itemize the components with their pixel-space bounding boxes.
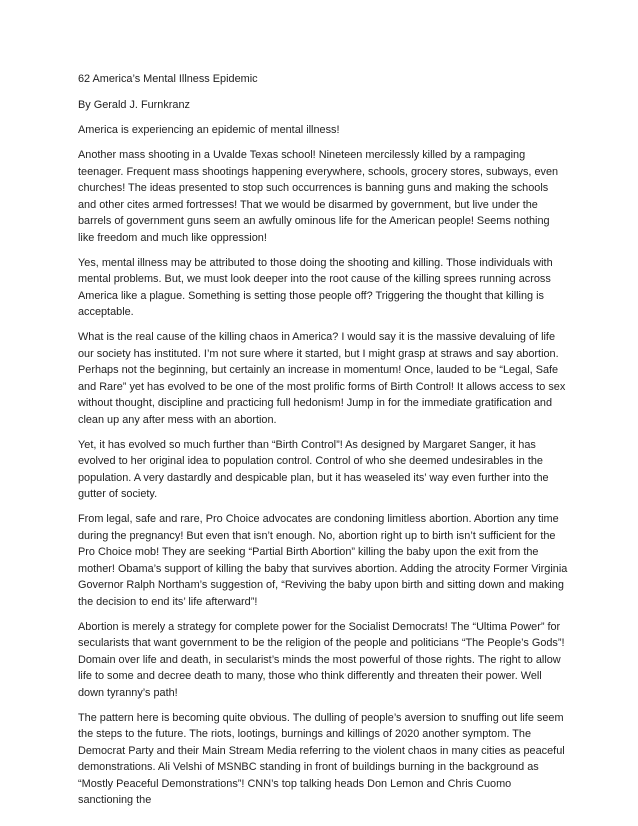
paragraph-5: Yet, it has evolved so much further than “Birth Control”! As designed by Margaret Sanger, it has evolved to her original idea to population control. Control of who she deemed undesirables in the population. A very dastardly and despicable plan, but it has weaseled its’ way even further into the gutter of society. [78, 438, 549, 500]
document-byline: By Gerald J. Furnkranz [78, 98, 190, 111]
paragraph-7: Abortion is merely a strategy for complete power for the Socialist Democrats! The “Ultima Power” for secularists that want government to be the religion of the people and politicians “The People’s Gods”! Domain over life and death, in secularist’s minds the most powerful of those rights. The right to allow life to some and decree death to many, those who think differently and threaten their power. Well down tyranny’s path! [78, 620, 565, 699]
paragraph-8: The pattern here is becoming quite obvious. The dulling of people’s aversion to snuffing out life seem the steps to the future. The riots, lootings, burnings and killings of 2020 another symptom. The Democrat Party and their Main Stream Media referring to the violent chaos in many cities as peaceful demonstrations. Ali Velshi of MSNBC standing in front of buildings burning in the background as “Mostly Peaceful Demonstrations”! CNN’s top talking heads Don Lemon and Chris Cuomo sanctioning the [78, 711, 565, 806]
document-page [78, 71, 568, 817]
document-title: 62 America’s Mental Illness Epidemic [78, 73, 258, 85]
paragraph-4: What is the real cause of the killing chaos in America? I would say it is the massive devaluing of life our society has instituted. I’m not sure where it started, but I might grasp at straws and say abortion. Perhaps not the beginning, but certainly an increase in momentum! Once, lauded to be “Legal, Safe and Rare” yet has evolved to be one of the most prolific forms of Birth Control! It allows access to sex without thought, discipline and practicing full hedonism! Jump in for the immediate gratification and clean up any after mess with an abortion. [78, 331, 566, 426]
paragraph-3: Yes, mental illness may be attributed to those doing the shooting and killing. Those individuals with mental problems. But, we must look deeper into the root cause of the killing sprees running across America like a plague. Something is setting those people off? Triggering the thought that killing is acceptable. [78, 256, 553, 318]
paragraph-2: Another mass shooting in a Uvalde Texas school! Nineteen mercilessly killed by a rampaging teenager. Frequent mass shootings happening everywhere, schools, grocery stores, subways, even churches! The ideas presented to stop such occurrences is banning guns and making the schools and other cites armed fortresses! That we would be disarmed by government, but live under the barrels of government guns seem an awfully ominous life for the American people! Seems nothing like freedom and much like oppression! [78, 149, 559, 244]
paragraph-1: America is experiencing an epidemic of mental illness! [78, 124, 340, 136]
paragraph-6: From legal, safe and rare, Pro Choice advocates are condoning limitless abortion. Abortion any time during the pregnancy! But even that isn’t enough. No, abortion right up to birth isn’t sufficient for the Pro Choice mob! They are seeking “Partial Birth Abortion” killing the baby upon the exit from the mother! Obama’s support of killing the baby that survives abortion. Adding the atrocity Former Virginia Governor Ralph Northam’s suggestion of, “Reviving the baby upon birth and sitting down and making the decision to end its’ life afterward”! [78, 513, 568, 608]
